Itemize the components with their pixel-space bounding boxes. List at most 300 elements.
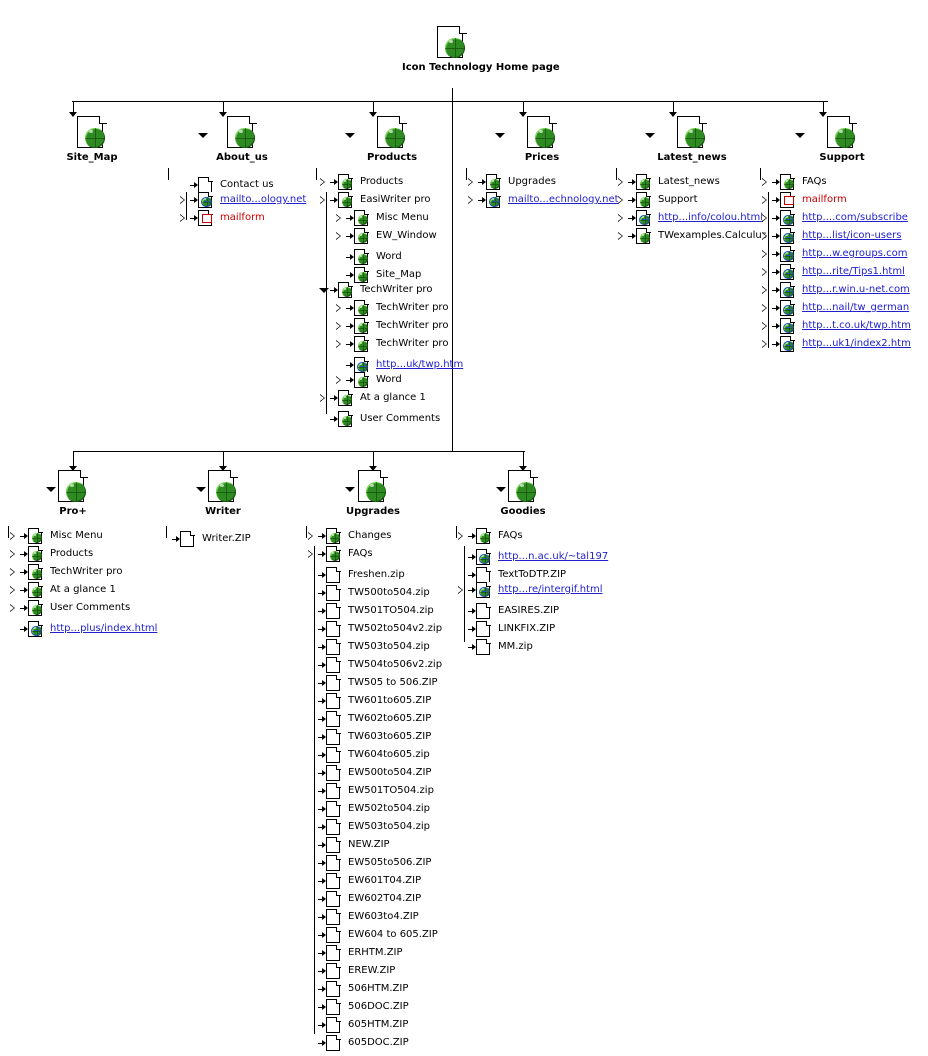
chevron-right-inner: [762, 323, 766, 329]
row-connector: [20, 583, 28, 597]
upgrades-row[interactable]: [306, 708, 431, 726]
page-globe-icon: [338, 192, 353, 208]
connector-line: [768, 192, 769, 348]
upgrades-row[interactable]: [306, 1014, 408, 1032]
writer-row[interactable]: [160, 528, 251, 546]
row-connector: [468, 583, 476, 597]
upgrades-row[interactable]: [306, 726, 431, 744]
link-badge-icon: [783, 233, 793, 243]
row-icon: [326, 729, 342, 745]
row-label: ERHTM.ZIP: [348, 947, 403, 958]
products-row[interactable]: [318, 210, 429, 228]
row-icon: [354, 318, 370, 334]
row-connector: [478, 193, 486, 207]
row-label: FAQs: [498, 530, 523, 541]
spacer: [306, 870, 318, 884]
row-connector: [318, 547, 326, 561]
row-connector: [318, 910, 326, 924]
row-connector: [772, 175, 780, 189]
about-us-row[interactable]: [178, 174, 274, 192]
page-globe-icon: [28, 528, 43, 544]
page-globe-icon: [486, 174, 501, 190]
row-label[interactable]: http...uk1/index2.htm: [802, 338, 911, 349]
row-label[interactable]: http...w.egroups.com: [802, 248, 908, 259]
file-icon: [326, 909, 341, 925]
chevron-right-inner: [762, 215, 766, 221]
row-label: TW501TO504.zip: [348, 605, 434, 616]
spacer: [306, 600, 318, 614]
row-connector: [318, 604, 326, 618]
row-label: Latest_news: [658, 176, 720, 187]
row-icon: [354, 267, 370, 283]
page-globe-icon: [326, 546, 341, 562]
upgrades-row[interactable]: [306, 762, 431, 780]
products-row[interactable]: [318, 390, 426, 408]
node-label: Latest_news: [657, 152, 727, 163]
top-node-prices[interactable]: [492, 116, 592, 164]
spacer: [306, 996, 318, 1010]
row-connector: [346, 301, 354, 315]
row-connector: [190, 178, 198, 192]
spacer: [306, 618, 318, 632]
row-icon: [636, 192, 652, 208]
page-globe-icon: [28, 582, 43, 598]
proplus-row[interactable]: [8, 564, 122, 582]
upgrades-row[interactable]: [306, 852, 431, 870]
spacer: [456, 546, 468, 560]
page-globe-icon: [77, 116, 107, 150]
upgrades-row[interactable]: [306, 564, 405, 582]
row-connector: [628, 193, 636, 207]
row-icon: [28, 582, 44, 598]
row-label[interactable]: http...re/intergif.html: [498, 584, 603, 595]
chevron-right-inner: [10, 569, 14, 575]
spacer: [456, 618, 468, 632]
file-icon: [326, 621, 341, 637]
goodies-row[interactable]: [456, 564, 566, 582]
upgrades-row[interactable]: [306, 600, 434, 618]
proplus-row[interactable]: [8, 546, 93, 564]
row-icon: [326, 657, 342, 673]
mid-node-writer[interactable]: [173, 470, 273, 518]
page-globe-icon: [780, 174, 795, 190]
row-icon: [354, 210, 370, 226]
top-node-products[interactable]: [342, 116, 442, 164]
collapse-arrow-icon[interactable]: [495, 133, 505, 138]
products-row[interactable]: [318, 336, 448, 354]
top-node-latest_news[interactable]: [642, 116, 742, 164]
mid-node-upgrades[interactable]: [323, 470, 423, 518]
page-globe-icon: [636, 192, 651, 208]
row-icon: [326, 1035, 342, 1051]
support-row[interactable]: [760, 318, 911, 336]
upgrades-row[interactable]: [306, 690, 431, 708]
latest-news-row[interactable]: [616, 228, 767, 246]
row-connector: [468, 550, 476, 564]
latest-news-row[interactable]: [616, 174, 720, 192]
row-label: TW603to605.ZIP: [348, 731, 432, 742]
node-label: About_us: [216, 152, 268, 163]
row-icon: [338, 174, 354, 190]
connector-line: [326, 192, 327, 414]
chevron-right-inner: [180, 215, 184, 221]
row-label[interactable]: http...t.co.uk/twp.htm: [802, 320, 911, 331]
chevron-right-inner: [320, 197, 324, 203]
products-row[interactable]: [318, 354, 463, 372]
row-connector: [330, 283, 338, 297]
row-connector: [20, 601, 28, 615]
proplus-row[interactable]: [8, 618, 157, 636]
chevron-right-inner: [468, 197, 472, 203]
row-icon: [636, 210, 652, 226]
latest-news-row[interactable]: [616, 192, 698, 210]
row-icon: [354, 336, 370, 352]
spacer: [306, 978, 318, 992]
page-globe-icon: [437, 26, 467, 60]
row-label: TW503to504.zip: [348, 641, 430, 652]
row-icon: [780, 192, 796, 208]
row-connector: [318, 676, 326, 690]
upgrades-row[interactable]: [306, 744, 430, 762]
upgrades-row[interactable]: [306, 816, 430, 834]
row-icon: [476, 528, 492, 544]
row-icon: [326, 621, 342, 637]
support-row[interactable]: [760, 300, 909, 318]
row-icon: [326, 675, 342, 691]
row-connector: [318, 640, 326, 654]
link-badge-icon: [639, 215, 649, 225]
row-label: EW505to506.ZIP: [348, 857, 432, 868]
row-icon: [326, 819, 342, 835]
chevron-right-inner: [618, 215, 622, 221]
row-icon: [476, 582, 492, 598]
row-icon: [326, 585, 342, 601]
products-row[interactable]: [318, 264, 421, 282]
mail-badge-icon: [784, 196, 794, 205]
page-globe-icon: [354, 336, 369, 352]
row-label: Products: [360, 176, 404, 187]
page-globe-icon: [326, 528, 341, 544]
upgrades-row[interactable]: [306, 870, 421, 888]
row-label[interactable]: mailto...echnology.net: [508, 194, 619, 205]
row-label[interactable]: mailform: [220, 212, 265, 223]
goodies-row[interactable]: [456, 636, 533, 654]
upgrades-row[interactable]: [306, 528, 392, 546]
collapse-arrow-icon[interactable]: [198, 133, 208, 138]
row-icon: [198, 177, 214, 193]
upgrades-row[interactable]: [306, 834, 390, 852]
row-label[interactable]: mailto...ology.net: [220, 194, 307, 205]
row-icon: [326, 945, 342, 961]
row-connector: [478, 175, 486, 189]
chevron-right-inner: [762, 197, 766, 203]
chevron-down-icon[interactable]: [319, 288, 329, 293]
collapse-arrow-icon[interactable]: [645, 133, 655, 138]
upgrades-row[interactable]: [306, 798, 430, 816]
collapse-arrow-icon[interactable]: [345, 487, 355, 492]
row-label[interactable]: http...info/colou.html: [658, 212, 763, 223]
chevron-right-inner: [10, 551, 14, 557]
goodies-row[interactable]: [456, 600, 559, 618]
mid-node-proplus[interactable]: [23, 470, 123, 518]
collapse-arrow-icon[interactable]: [496, 487, 506, 492]
row-connector: [318, 838, 326, 852]
row-label: LINKFIX.ZIP: [498, 623, 556, 634]
products-row[interactable]: [318, 372, 402, 390]
row-label: Products: [50, 548, 94, 559]
connector-line: [72, 101, 828, 102]
goodies-row[interactable]: [456, 528, 523, 546]
row-connector: [468, 568, 476, 582]
link-badge-icon: [489, 197, 499, 207]
page-globe-icon: [354, 267, 369, 283]
upgrades-row[interactable]: [306, 546, 373, 564]
products-row[interactable]: [318, 408, 440, 426]
about-us-row[interactable]: [178, 210, 265, 228]
row-connector: [468, 640, 476, 654]
chevron-right-inner: [762, 233, 766, 239]
chevron-right-inner: [618, 233, 622, 239]
proplus-row[interactable]: [8, 582, 116, 600]
row-label: TW601to605.ZIP: [348, 695, 432, 706]
prices-row[interactable]: [466, 192, 619, 210]
row-connector: [318, 874, 326, 888]
collapse-arrow-icon[interactable]: [46, 487, 56, 492]
about-us-row[interactable]: [178, 192, 306, 210]
top-node-support[interactable]: [792, 116, 892, 164]
support-row[interactable]: [760, 174, 827, 192]
chevron-right-inner: [180, 197, 184, 203]
row-icon: [326, 981, 342, 997]
row-connector: [318, 586, 326, 600]
goodies-row[interactable]: [456, 618, 555, 636]
products-row[interactable]: [318, 174, 403, 192]
row-icon: [326, 528, 342, 544]
upgrades-row[interactable]: [306, 996, 409, 1014]
spacer: [306, 744, 318, 758]
upgrades-row[interactable]: [306, 888, 421, 906]
mail-badge-icon: [202, 214, 212, 223]
row-connector: [318, 928, 326, 942]
row-connector: [346, 229, 354, 243]
latest-news-row[interactable]: [616, 210, 763, 228]
connector-line: [464, 546, 465, 642]
row-icon: [476, 567, 492, 583]
spacer: [306, 816, 318, 830]
row-label: EW501TO504.zip: [348, 785, 434, 796]
node-label: Writer: [205, 506, 241, 517]
top-node-site_map[interactable]: [42, 116, 142, 164]
row-icon: [326, 909, 342, 925]
row-label: EW602T04.ZIP: [348, 893, 422, 904]
upgrades-row[interactable]: [306, 618, 442, 636]
row-label[interactable]: http...n.ac.uk/~tal197: [498, 551, 609, 562]
link-badge-icon: [783, 323, 793, 333]
row-connector: [330, 391, 338, 405]
row-icon: [326, 837, 342, 853]
spacer: [318, 408, 330, 422]
row-label[interactable]: http....com/subscribe: [802, 212, 908, 223]
link-badge-icon: [783, 251, 793, 261]
file-icon: [326, 711, 341, 727]
file-icon: [326, 963, 341, 979]
file-icon: [476, 621, 491, 637]
row-label: TW505 to 506.ZIP: [348, 677, 438, 688]
row-label: 506DOC.ZIP: [348, 1001, 409, 1012]
file-icon: [326, 567, 341, 583]
link-badge-icon: [357, 362, 367, 372]
row-icon: [326, 783, 342, 799]
collapse-arrow-icon[interactable]: [345, 133, 355, 138]
file-icon: [326, 891, 341, 907]
file-icon: [326, 855, 341, 871]
link-badge-icon: [479, 554, 489, 564]
file-icon: [476, 567, 491, 583]
row-icon: [780, 174, 796, 190]
row-label: FAQs: [348, 548, 373, 559]
page-globe-icon: [354, 210, 369, 226]
row-label: TW504to506v2.zip: [348, 659, 443, 670]
upgrades-row[interactable]: [306, 1032, 409, 1050]
row-label[interactable]: http...list/icon-users: [802, 230, 902, 241]
chevron-right-inner: [336, 323, 340, 329]
spacer: [456, 564, 468, 578]
row-label: User Comments: [50, 602, 131, 613]
upgrades-row[interactable]: [306, 924, 438, 942]
row-label: TW602to605.ZIP: [348, 713, 432, 724]
products-row[interactable]: [318, 318, 448, 336]
row-connector: [318, 568, 326, 582]
row-label: Word: [376, 251, 402, 262]
prices-row[interactable]: [466, 174, 556, 192]
row-label[interactable]: http...nail/tw_german: [802, 302, 910, 313]
upgrades-row[interactable]: [306, 906, 419, 924]
upgrades-row[interactable]: [306, 654, 442, 672]
row-label[interactable]: http...r.win.u-net.com: [802, 284, 910, 295]
row-connector: [318, 766, 326, 780]
spacer: [334, 354, 346, 368]
spacer: [306, 1032, 318, 1046]
products-row[interactable]: [318, 246, 402, 264]
support-row[interactable]: [760, 282, 910, 300]
node-label: Pro+: [59, 506, 87, 517]
products-row[interactable]: [318, 192, 430, 210]
row-icon: [780, 300, 796, 316]
goodies-row[interactable]: [456, 582, 602, 600]
products-row[interactable]: [318, 228, 437, 246]
support-row[interactable]: [760, 210, 908, 228]
row-icon: [28, 546, 44, 562]
upgrades-row[interactable]: [306, 978, 408, 996]
row-icon: [326, 765, 342, 781]
root-node[interactable]: [402, 26, 560, 74]
spacer: [306, 582, 318, 596]
upgrades-row[interactable]: [306, 636, 430, 654]
row-connector: [318, 820, 326, 834]
upgrades-row[interactable]: [306, 942, 403, 960]
upgrades-row[interactable]: [306, 582, 430, 600]
row-icon: [636, 228, 652, 244]
row-label: Changes: [348, 530, 392, 541]
row-connector: [772, 301, 780, 315]
row-label[interactable]: http...uk/twp.htm: [376, 359, 464, 370]
file-icon: [326, 801, 341, 817]
page-globe-icon: [377, 116, 407, 150]
row-label: Misc Menu: [376, 212, 429, 223]
upgrades-row[interactable]: [306, 672, 438, 690]
row-icon: [326, 1017, 342, 1033]
mid-node-goodies[interactable]: [473, 470, 573, 518]
upgrades-row[interactable]: [306, 780, 434, 798]
connector-line: [168, 168, 169, 180]
row-label[interactable]: http...rite/Tips1.html: [802, 266, 905, 277]
link-badge-icon: [31, 626, 41, 636]
page-globe-icon: [476, 528, 491, 544]
file-icon: [326, 1035, 341, 1051]
upgrades-row[interactable]: [306, 960, 395, 978]
row-label: TechWriter pro: [376, 302, 449, 313]
connector-line: [73, 451, 525, 452]
file-icon: [476, 639, 491, 655]
support-row[interactable]: [760, 336, 911, 354]
node-label: Products: [366, 152, 418, 163]
chevron-right-inner: [308, 551, 312, 557]
page-globe-icon: [338, 282, 353, 298]
row-connector: [330, 193, 338, 207]
proplus-row[interactable]: [8, 600, 130, 618]
connector-line: [314, 546, 315, 1034]
row-icon: [486, 192, 502, 208]
row-icon: [476, 603, 492, 619]
products-row[interactable]: [318, 282, 432, 300]
page-globe-icon: [677, 116, 707, 150]
products-row[interactable]: [318, 300, 448, 318]
support-row[interactable]: [760, 228, 901, 246]
row-label: TWexamples.Calculus: [658, 230, 767, 241]
row-icon: [326, 999, 342, 1015]
chevron-right-inner: [762, 287, 766, 293]
collapse-arrow-icon[interactable]: [196, 487, 206, 492]
node-label: Upgrades: [345, 506, 400, 517]
spacer: [306, 690, 318, 704]
page-globe-icon: [354, 300, 369, 316]
support-row[interactable]: [760, 192, 847, 210]
goodies-row[interactable]: [456, 546, 608, 564]
row-connector: [346, 373, 354, 387]
spacer: [334, 246, 346, 260]
row-label[interactable]: http...plus/index.html: [50, 623, 158, 634]
collapse-arrow-icon[interactable]: [795, 133, 805, 138]
file-icon: [326, 693, 341, 709]
proplus-row[interactable]: [8, 528, 103, 546]
row-connector: [330, 412, 338, 426]
row-connector: [318, 892, 326, 906]
support-row[interactable]: [760, 264, 905, 282]
top-node-about_us[interactable]: [192, 116, 292, 164]
row-label: Freshen.zip: [348, 569, 405, 580]
row-label: User Comments: [360, 413, 441, 424]
row-label[interactable]: mailform: [802, 194, 847, 205]
row-connector: [772, 283, 780, 297]
spacer: [306, 708, 318, 722]
support-row[interactable]: [760, 246, 907, 264]
chevron-right-inner: [468, 179, 472, 185]
row-icon: [326, 546, 342, 562]
row-connector: [318, 748, 326, 762]
chevron-right-inner: [336, 341, 340, 347]
row-label: Upgrades: [508, 176, 556, 187]
chevron-right-inner: [762, 305, 766, 311]
